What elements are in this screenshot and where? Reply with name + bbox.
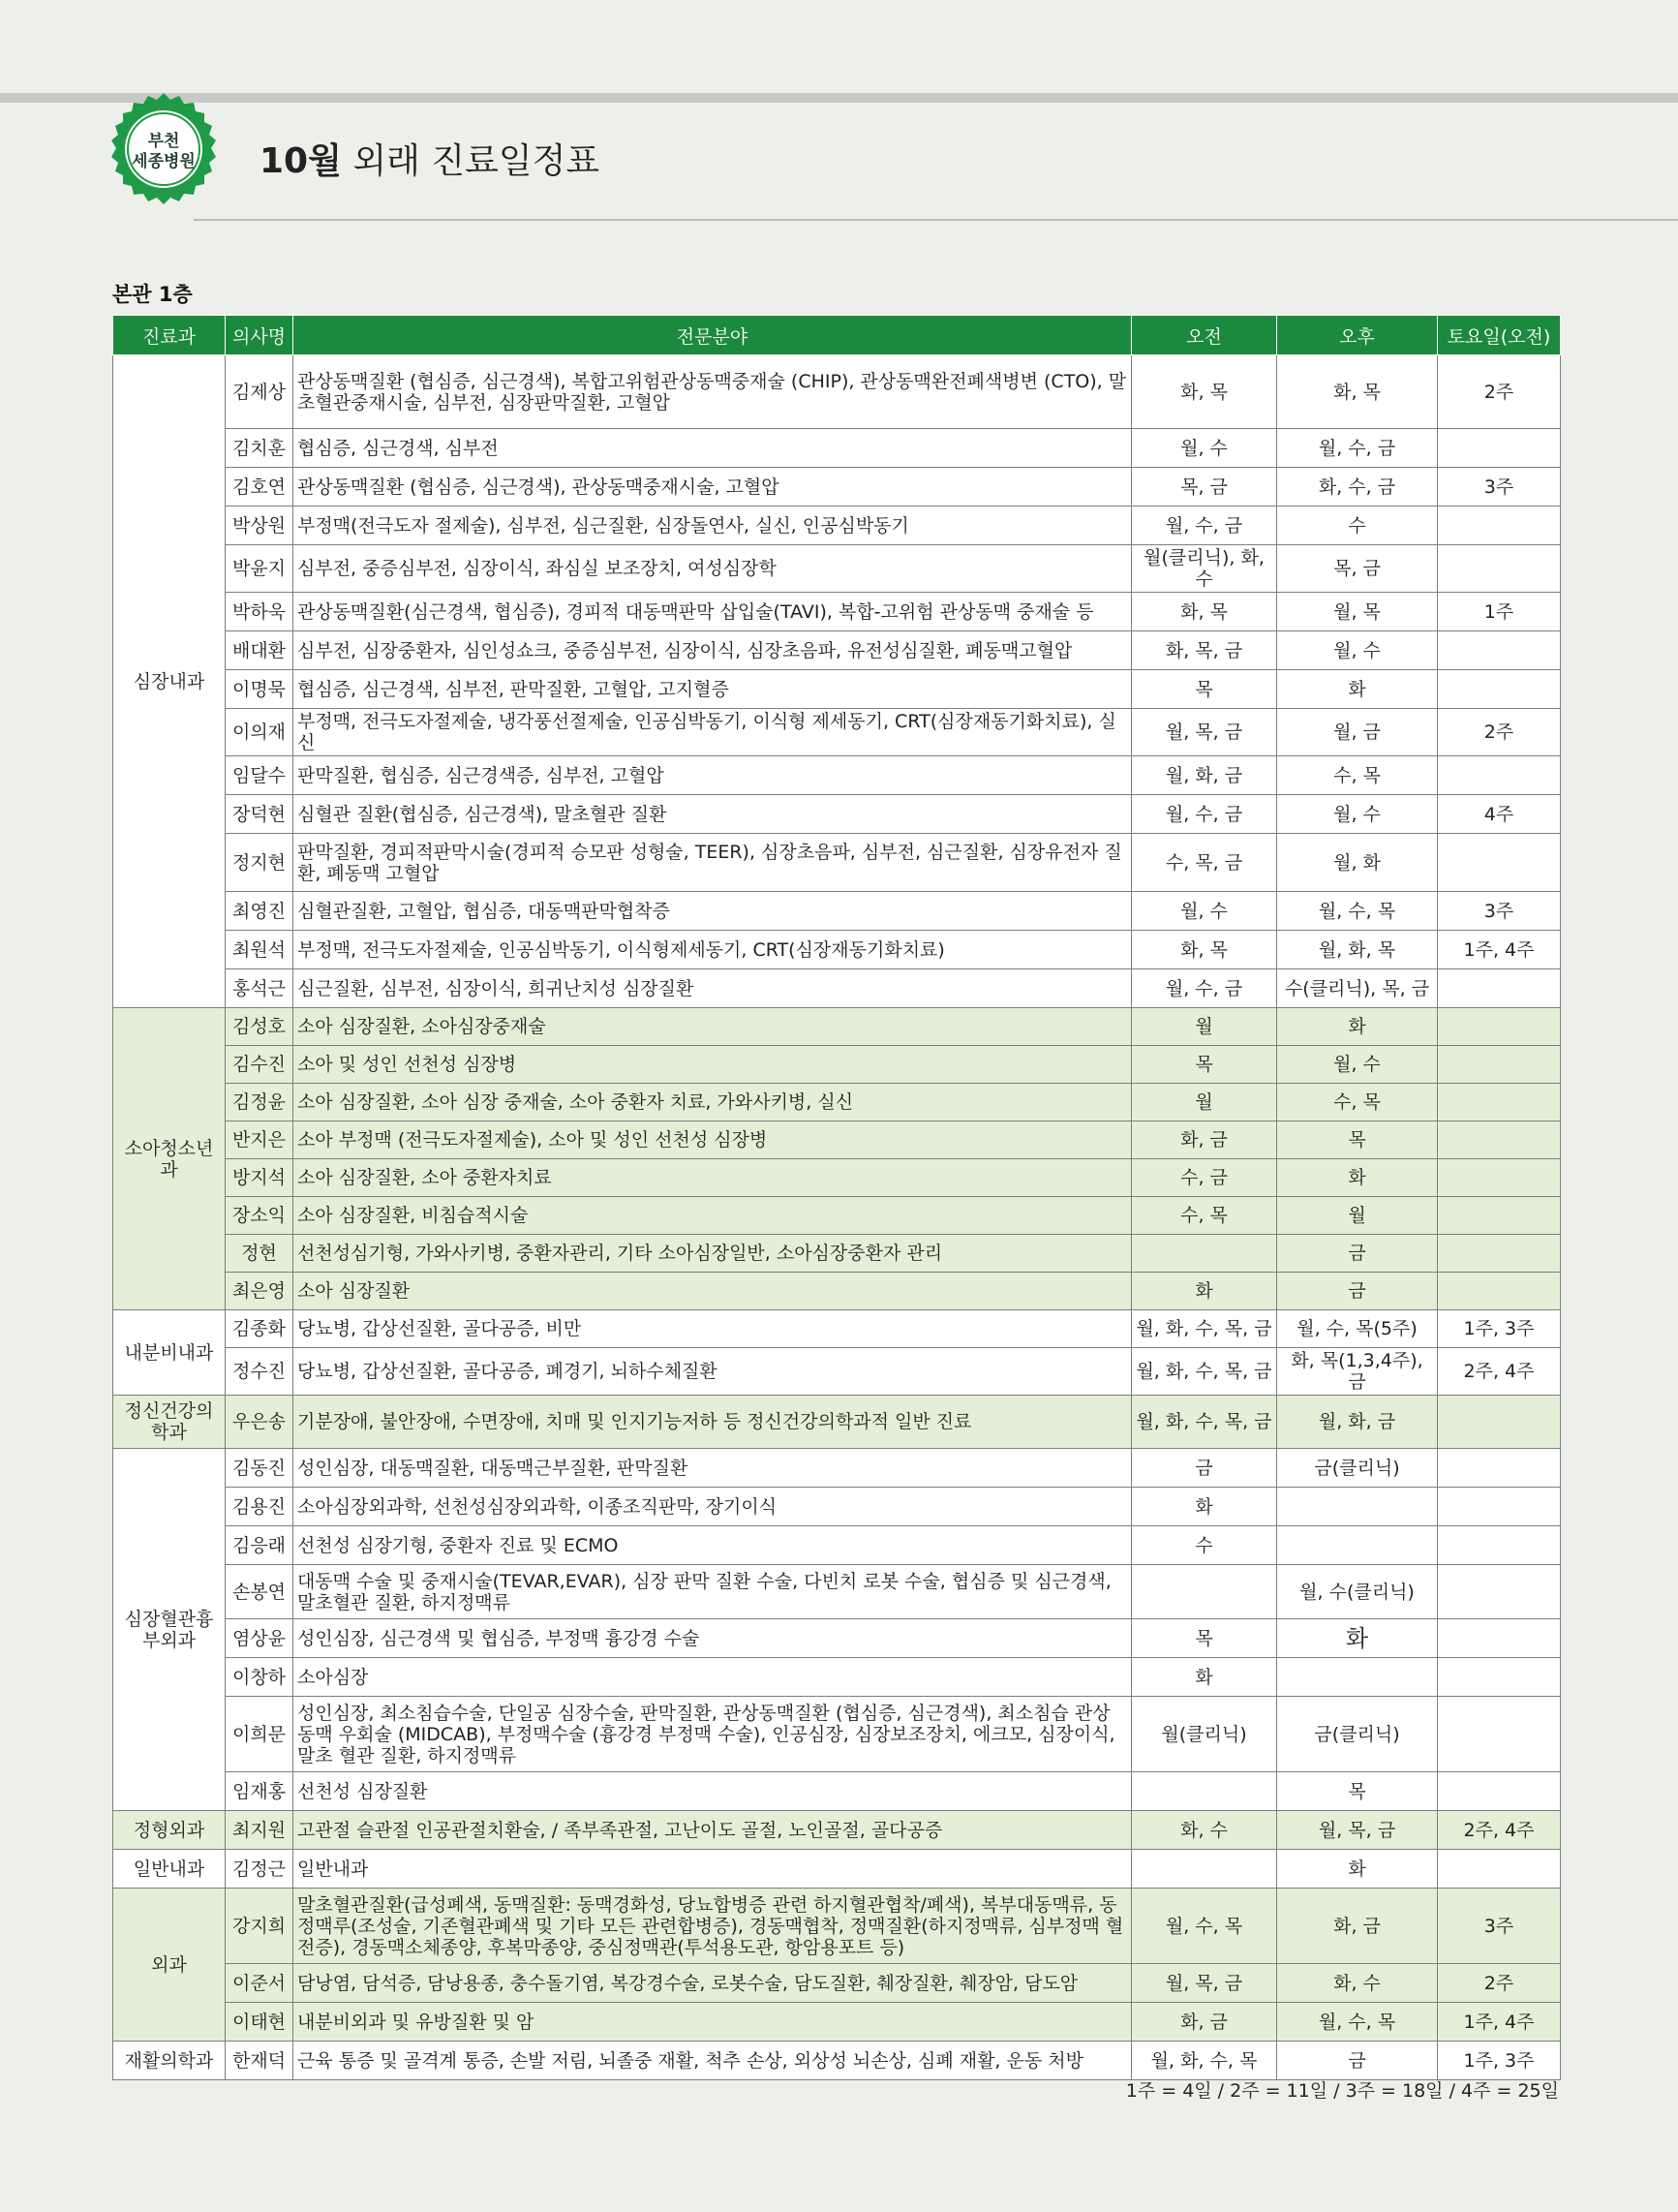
- saturday-schedule: 1주, 3주: [1438, 2042, 1561, 2080]
- specialty-cell: 심근질환, 심부전, 심장이식, 희귀난치성 심장질환: [293, 969, 1132, 1008]
- saturday-schedule: [1438, 1526, 1561, 1565]
- pm-schedule: 월, 화, 금: [1277, 1396, 1438, 1449]
- doctor-name: 홍석근: [226, 969, 293, 1008]
- doctor-name: 장소익: [226, 1197, 293, 1235]
- table-row: [113, 1396, 1561, 1449]
- pm-schedule: 화: [1277, 670, 1438, 709]
- saturday-schedule: [1438, 507, 1561, 545]
- saturday-schedule: 3주: [1438, 892, 1561, 931]
- specialty-cell: 선천성심기형, 가와사키병, 중환자관리, 기타 소아심장일반, 소아심장중환자 관리: [293, 1235, 1132, 1273]
- specialty-cell: 대동맥 수술 및 중재시술(TEVAR,EVAR), 심장 판막 질환 수술, 다빈치 로봇 수술, 협심증 및 심근경색, 말초혈관 질환, 하지정맥류: [293, 1565, 1132, 1619]
- doctor-name: 이희문: [226, 1697, 293, 1772]
- pm-schedule: [1277, 1658, 1438, 1697]
- title-month: 10월: [259, 141, 342, 181]
- specialty-cell: 소아 및 성인 선천성 심장병: [293, 1046, 1132, 1084]
- specialty-cell: 소아 심장질환, 소아 중환자치료: [293, 1159, 1132, 1197]
- table-row: [113, 1964, 1561, 2003]
- specialty-cell: 부정맥(전극도자 절제술), 심부전, 심근질환, 심장돌연사, 실신, 인공심박동기: [293, 507, 1132, 545]
- saturday-schedule: [1438, 670, 1561, 709]
- saturday-schedule: 2주, 4주: [1438, 1811, 1561, 1850]
- doctor-name: 정수진: [226, 1348, 293, 1396]
- seal-line-2: 세종병원: [132, 152, 196, 171]
- department-cell: 일반내과: [113, 1850, 226, 1889]
- pm-schedule: 화, 수, 금: [1277, 468, 1438, 507]
- am-schedule: [1132, 1565, 1277, 1619]
- am-schedule: 목: [1132, 670, 1277, 709]
- am-schedule: [1132, 1772, 1277, 1811]
- am-schedule: 화, 목, 금: [1132, 631, 1277, 670]
- table-row: [113, 468, 1561, 507]
- header-doctor: 의사명: [226, 316, 293, 355]
- specialty-cell: 성인심장, 심근경색 및 협심증, 부정맥 흉강경 수술: [293, 1619, 1132, 1658]
- department-cell: 재활의학과: [113, 2042, 226, 2080]
- specialty-cell: 관상동맥질환 (협심증, 심근경색), 관상동맥중재시술, 고혈압: [293, 468, 1132, 507]
- pm-schedule: 월, 수: [1277, 1046, 1438, 1084]
- seal-label: [107, 132, 221, 172]
- saturday-schedule: [1438, 1658, 1561, 1697]
- am-schedule: 수: [1132, 1526, 1277, 1565]
- saturday-schedule: [1438, 1488, 1561, 1526]
- saturday-schedule: 2주: [1438, 1964, 1561, 2003]
- am-schedule: 월, 목, 금: [1132, 1964, 1277, 2003]
- table-row: [113, 931, 1561, 969]
- saturday-schedule: [1438, 1565, 1561, 1619]
- doctor-name: 강지희: [226, 1889, 293, 1964]
- specialty-cell: 관상동맥질환 (협심증, 심근경색), 복합고위험관상동맥중재술 (CHIP), 관상동맥완전폐색병변 (CTO), 말초혈관중재시술, 심부전, 심장판막질환, 고혈압: [293, 355, 1132, 429]
- saturday-schedule: [1438, 1008, 1561, 1046]
- specialty-cell: 말초혈관질환(급성폐색, 동맥질환: 동맥경화성, 당뇨합병증 관련 하지혈관협착/폐색), 복부대동맥류, 동정맥루(조성술, 기존혈관폐색 및 기타 모든 관련합병증), 경동맥협착, 정맥질환(하지정맥류, 심부정맥 혈전증), 경동맥소체종양, 후복막종양, 중심정맥관(투석용도관, 항암용포트 등): [293, 1889, 1132, 1964]
- table-row: [113, 355, 1561, 429]
- saturday-schedule: [1438, 1396, 1561, 1449]
- table-row: [113, 631, 1561, 670]
- specialty-cell: 담낭염, 담석증, 담낭용종, 충수돌기염, 복강경수술, 로봇수술, 담도질환, 췌장질환, 췌장암, 담도암: [293, 1964, 1132, 2003]
- header-specialty: 전문분야: [293, 316, 1132, 355]
- am-schedule: 월, 화, 수, 목: [1132, 2042, 1277, 2080]
- am-schedule: 금: [1132, 1449, 1277, 1488]
- doctor-name: 이명묵: [226, 670, 293, 709]
- doctor-name: 김제상: [226, 355, 293, 429]
- pm-schedule: 월, 금: [1277, 709, 1438, 756]
- saturday-schedule: [1438, 1084, 1561, 1121]
- table-row: [113, 969, 1561, 1008]
- am-schedule: 화, 목: [1132, 593, 1277, 631]
- pm-schedule: 월, 목, 금: [1277, 1811, 1438, 1850]
- doctor-name: 손봉연: [226, 1565, 293, 1619]
- am-schedule: 화: [1132, 1488, 1277, 1526]
- specialty-cell: 성인심장, 최소침습수술, 단일공 심장수술, 판막질환, 관상동맥질환 (협심증, 심근경색), 최소침습 관상동맥 우회술 (MIDCAB), 부정맥수술 (흉강경 부정맥 수술), 인공심장, 심장보조장치, 에크모, 심장이식, 말초 혈관 질환, 하지정맥류: [293, 1697, 1132, 1772]
- specialty-cell: 기분장애, 불안장애, 수면장애, 치매 및 인지기능저하 등 정신건강의학과적 일반 진료: [293, 1396, 1132, 1449]
- doctor-name: 염상윤: [226, 1619, 293, 1658]
- am-schedule: 월, 수, 금: [1132, 795, 1277, 834]
- pm-schedule: 월, 수, 목: [1277, 2003, 1438, 2042]
- saturday-schedule: [1438, 1273, 1561, 1310]
- specialty-cell: 소아 심장질환, 비침습적시술: [293, 1197, 1132, 1235]
- am-schedule: 월, 화, 수, 목, 금: [1132, 1348, 1277, 1396]
- saturday-schedule: 1주, 4주: [1438, 2003, 1561, 2042]
- saturday-schedule: [1438, 834, 1561, 892]
- doctor-name: 배대환: [226, 631, 293, 670]
- saturday-schedule: [1438, 1197, 1561, 1235]
- specialty-cell: 협심증, 심근경색, 심부전, 판막질환, 고혈압, 고지혈증: [293, 670, 1132, 709]
- seal-line-1: 부천: [147, 132, 180, 151]
- saturday-schedule: 3주: [1438, 468, 1561, 507]
- am-schedule: 월(클리닉), 화, 수: [1132, 545, 1277, 593]
- table-row: [113, 1772, 1561, 1811]
- am-schedule: 목: [1132, 1619, 1277, 1658]
- table-row: [113, 1197, 1561, 1235]
- specialty-cell: 선천성 심장기형, 중환자 진료 및 ECMO: [293, 1526, 1132, 1565]
- am-schedule: [1132, 1235, 1277, 1273]
- saturday-schedule: [1438, 1449, 1561, 1488]
- doctor-name: 이준서: [226, 1964, 293, 2003]
- doctor-name: 김호연: [226, 468, 293, 507]
- doctor-name: 김응래: [226, 1526, 293, 1565]
- am-schedule: 월, 수: [1132, 429, 1277, 468]
- pm-schedule: 화, 목: [1277, 355, 1438, 429]
- am-schedule: 화: [1132, 1658, 1277, 1697]
- saturday-schedule: 3주: [1438, 1889, 1561, 1964]
- doctor-name: 최원석: [226, 931, 293, 969]
- specialty-cell: 소아 심장질환, 소아 심장 중재술, 소아 중환자 치료, 가와사키병, 실신: [293, 1084, 1132, 1121]
- table-row: [113, 795, 1561, 834]
- doctor-name: 김동진: [226, 1449, 293, 1488]
- specialty-cell: 심혈관 질환(협심증, 심근경색), 말초혈관 질환: [293, 795, 1132, 834]
- saturday-schedule: 2주: [1438, 709, 1561, 756]
- table-row: [113, 1235, 1561, 1273]
- pm-schedule: 금: [1277, 1235, 1438, 1273]
- pm-schedule: 목: [1277, 1121, 1438, 1159]
- department-cell: 내분비내과: [113, 1310, 226, 1396]
- pm-schedule: 금: [1277, 1273, 1438, 1310]
- specialty-cell: 근육 통증 및 골격계 통증, 손발 저림, 뇌졸중 재활, 척추 손상, 외상성 뇌손상, 심폐 재활, 운동 처방: [293, 2042, 1132, 2080]
- saturday-schedule: [1438, 1850, 1561, 1889]
- am-schedule: 월: [1132, 1008, 1277, 1046]
- doctor-name: 방지석: [226, 1159, 293, 1197]
- table-row: [113, 1084, 1561, 1121]
- specialty-cell: 고관절 슬관절 인공관절치환술, / 족부족관절, 고난이도 골절, 노인골절, 골다공증: [293, 1811, 1132, 1850]
- schedule-table: [112, 315, 1561, 2080]
- table-row: [113, 545, 1561, 593]
- pm-schedule: 수: [1277, 507, 1438, 545]
- pm-schedule: 월: [1277, 1197, 1438, 1235]
- saturday-schedule: [1438, 545, 1561, 593]
- am-schedule: 월, 수, 금: [1132, 969, 1277, 1008]
- table-row: [113, 1658, 1561, 1697]
- pm-schedule: 월, 수, 목: [1277, 892, 1438, 931]
- doctor-name: 이창하: [226, 1658, 293, 1697]
- saturday-schedule: 1주, 3주: [1438, 1310, 1561, 1348]
- am-schedule: 월, 목, 금: [1132, 709, 1277, 756]
- table-row: [113, 1348, 1561, 1396]
- doctor-name: 김성호: [226, 1008, 293, 1046]
- am-schedule: 화, 수: [1132, 1811, 1277, 1850]
- am-schedule: 월: [1132, 1084, 1277, 1121]
- pm-schedule: 화: [1277, 1008, 1438, 1046]
- am-schedule: 월, 수: [1132, 892, 1277, 931]
- department-cell: 정형외과: [113, 1811, 226, 1850]
- specialty-cell: 소아심장: [293, 1658, 1132, 1697]
- specialty-cell: 내분비외과 및 유방질환 및 암: [293, 2003, 1132, 2042]
- doctor-name: 이태현: [226, 2003, 293, 2042]
- table-row: [113, 1310, 1561, 1348]
- table-body: [113, 355, 1561, 2080]
- pm-schedule: 화: [1277, 1619, 1438, 1658]
- header-bar: [0, 93, 1678, 103]
- table-row: [113, 1697, 1561, 1772]
- specialty-cell: 소아 부정맥 (전극도자절제술), 소아 및 성인 선천성 심장병: [293, 1121, 1132, 1159]
- table-row: [113, 709, 1561, 756]
- specialty-cell: 판막질환, 협심증, 심근경색증, 심부전, 고혈압: [293, 756, 1132, 795]
- saturday-schedule: [1438, 1697, 1561, 1772]
- table-row: [113, 1046, 1561, 1084]
- header-am: 오전: [1132, 316, 1277, 355]
- doctor-name: 반지은: [226, 1121, 293, 1159]
- pm-schedule: 월, 화, 목: [1277, 931, 1438, 969]
- specialty-cell: 당뇨병, 갑상선질환, 골다공증, 폐경기, 뇌하수체질환: [293, 1348, 1132, 1396]
- specialty-cell: 부정맥, 전극도자절제술, 인공심박동기, 이식형제세동기, CRT(심장재동기화치료): [293, 931, 1132, 969]
- doctor-name: 이의재: [226, 709, 293, 756]
- am-schedule: 월(클리닉): [1132, 1697, 1277, 1772]
- specialty-cell: 협심증, 심근경색, 심부전: [293, 429, 1132, 468]
- table-row: [113, 1008, 1561, 1046]
- doctor-name: 최은영: [226, 1273, 293, 1310]
- table-row: [113, 1121, 1561, 1159]
- am-schedule: 화, 목: [1132, 355, 1277, 429]
- am-schedule: 수, 금: [1132, 1159, 1277, 1197]
- doctor-name: 김치훈: [226, 429, 293, 468]
- doctor-name: 장덕현: [226, 795, 293, 834]
- pm-schedule: 금: [1277, 2042, 1438, 2080]
- doctor-name: 김종화: [226, 1310, 293, 1348]
- am-schedule: 월, 화, 수, 목, 금: [1132, 1310, 1277, 1348]
- saturday-schedule: [1438, 429, 1561, 468]
- table-row: [113, 834, 1561, 892]
- doctor-name: 최영진: [226, 892, 293, 931]
- pm-schedule: 화: [1277, 1159, 1438, 1197]
- specialty-cell: 소아심장외과학, 선천성심장외과학, 이종조직판막, 장기이식: [293, 1488, 1132, 1526]
- specialty-cell: 소아 심장질환: [293, 1273, 1132, 1310]
- saturday-schedule: 4주: [1438, 795, 1561, 834]
- pm-schedule: 월, 수, 목(5주): [1277, 1310, 1438, 1348]
- specialty-cell: 심혈관질환, 고혈압, 협심증, 대동맥판막협착증: [293, 892, 1132, 931]
- doctor-name: 김용진: [226, 1488, 293, 1526]
- pm-schedule: 월, 화: [1277, 834, 1438, 892]
- doctor-name: 김정윤: [226, 1084, 293, 1121]
- am-schedule: 수, 목: [1132, 1197, 1277, 1235]
- header-dept: 진료과: [113, 316, 226, 355]
- doctor-name: 최지원: [226, 1811, 293, 1850]
- pm-schedule: 수(클리닉), 목, 금: [1277, 969, 1438, 1008]
- saturday-schedule: [1438, 1235, 1561, 1273]
- week-footnote: 1주 = 4일 / 2주 = 11일 / 3주 = 18일 / 4주 = 25일: [1125, 2080, 1559, 2102]
- table-row: [113, 1619, 1561, 1658]
- saturday-schedule: [1438, 631, 1561, 670]
- specialty-cell: 심부전, 중증심부전, 심장이식, 좌심실 보조장치, 여성심장학: [293, 545, 1132, 593]
- table-row: [113, 1850, 1561, 1889]
- title-text: 외래 진료일정표: [341, 141, 600, 181]
- specialty-cell: 부정맥, 전극도자절제술, 냉각풍선절제술, 인공심박동기, 이식형 제세동기, CRT(심장재동기화치료), 실신: [293, 709, 1132, 756]
- specialty-cell: 성인심장, 대동맥질환, 대동맥근부질환, 판막질환: [293, 1449, 1132, 1488]
- am-schedule: 수, 목, 금: [1132, 834, 1277, 892]
- am-schedule: 목, 금: [1132, 468, 1277, 507]
- pm-schedule: 금(클리닉): [1277, 1697, 1438, 1772]
- pm-schedule: 수, 목: [1277, 1084, 1438, 1121]
- doctor-name: 박윤지: [226, 545, 293, 593]
- department-cell: 정신건강의학과: [113, 1396, 226, 1449]
- doctor-name: 한재덕: [226, 2042, 293, 2080]
- table-row: [113, 1565, 1561, 1619]
- doctor-name: 김수진: [226, 1046, 293, 1084]
- department-cell: 심장혈관흉부외과: [113, 1449, 226, 1811]
- pm-schedule: 월, 수: [1277, 631, 1438, 670]
- am-schedule: 목: [1132, 1046, 1277, 1084]
- doctor-name: 정지현: [226, 834, 293, 892]
- saturday-schedule: [1438, 1159, 1561, 1197]
- am-schedule: 화, 금: [1132, 2003, 1277, 2042]
- specialty-cell: 선천성 심장질환: [293, 1772, 1132, 1811]
- pm-schedule: 수, 목: [1277, 756, 1438, 795]
- table-row: [113, 507, 1561, 545]
- pm-schedule: 화, 수: [1277, 1964, 1438, 2003]
- specialty-cell: 일반내과: [293, 1850, 1132, 1889]
- specialty-cell: 소아 심장질환, 소아심장중재술: [293, 1008, 1132, 1046]
- table-row: [113, 593, 1561, 631]
- doctor-name: 김정근: [226, 1850, 293, 1889]
- pm-schedule: 목, 금: [1277, 545, 1438, 593]
- saturday-schedule: 1주, 4주: [1438, 931, 1561, 969]
- doctor-name: 임재홍: [226, 1772, 293, 1811]
- pm-schedule: 화: [1277, 1850, 1438, 1889]
- table-row: [113, 1889, 1561, 1964]
- am-schedule: 화, 목: [1132, 931, 1277, 969]
- am-schedule: 월, 수, 금: [1132, 507, 1277, 545]
- table-row: [113, 1273, 1561, 1310]
- doctor-name: 우은송: [226, 1396, 293, 1449]
- am-schedule: [1132, 1850, 1277, 1889]
- am-schedule: 화, 금: [1132, 1121, 1277, 1159]
- table-row: [113, 756, 1561, 795]
- saturday-schedule: [1438, 969, 1561, 1008]
- table-row: [113, 892, 1561, 931]
- table-header-row: [113, 316, 1561, 355]
- pm-schedule: [1277, 1526, 1438, 1565]
- saturday-schedule: [1438, 1619, 1561, 1658]
- am-schedule: 월, 수, 목: [1132, 1889, 1277, 1964]
- saturday-schedule: [1438, 1772, 1561, 1811]
- header-pm: 오후: [1277, 316, 1438, 355]
- table-row: [113, 429, 1561, 468]
- table-row: [113, 1811, 1561, 1850]
- pm-schedule: 화, 목(1,3,4주), 금: [1277, 1348, 1438, 1396]
- specialty-cell: 심부전, 심장중환자, 심인성쇼크, 중증심부전, 심장이식, 심장초음파, 유전성심질환, 폐동맥고혈압: [293, 631, 1132, 670]
- table-row: [113, 2042, 1561, 2080]
- department-cell: 심장내과: [113, 355, 226, 1008]
- pm-schedule: 월, 수(클리닉): [1277, 1565, 1438, 1619]
- specialty-cell: 당뇨병, 갑상선질환, 골다공증, 비만: [293, 1310, 1132, 1348]
- specialty-cell: 관상동맥질환(심근경색, 협심증), 경피적 대동맥판막 삽입술(TAVI), 복합-고위험 관상동맥 중재술 등: [293, 593, 1132, 631]
- pm-schedule: 화, 금: [1277, 1889, 1438, 1964]
- pm-schedule: 월, 목: [1277, 593, 1438, 631]
- table-row: [113, 2003, 1561, 2042]
- pm-schedule: 목: [1277, 1772, 1438, 1811]
- saturday-schedule: 2주: [1438, 355, 1561, 429]
- saturday-schedule: [1438, 1046, 1561, 1084]
- department-cell: 소아청소년과: [113, 1008, 226, 1310]
- table-row: [113, 1488, 1561, 1526]
- pm-schedule: [1277, 1488, 1438, 1526]
- doctor-name: 정현: [226, 1235, 293, 1273]
- saturday-schedule: [1438, 756, 1561, 795]
- doctor-name: 박하욱: [226, 593, 293, 631]
- specialty-cell: 판막질환, 경피적판막시술(경피적 승모판 성형술, TEER), 심장초음파, 심부전, 심근질환, 심장유전자 질환, 폐동맥 고혈압: [293, 834, 1132, 892]
- pm-schedule: 월, 수: [1277, 795, 1438, 834]
- table-row: [113, 1159, 1561, 1197]
- pm-schedule: 금(클리닉): [1277, 1449, 1438, 1488]
- saturday-schedule: 1주: [1438, 593, 1561, 631]
- table-row: [113, 1449, 1561, 1488]
- section-title: 본관 1층: [112, 283, 193, 306]
- saturday-schedule: [1438, 1121, 1561, 1159]
- header-saturday: 토요일(오전): [1438, 316, 1561, 355]
- doctor-name: 임달수: [226, 756, 293, 795]
- pm-schedule: 월, 수, 금: [1277, 429, 1438, 468]
- table-row: [113, 1526, 1561, 1565]
- header-divider: [194, 219, 1678, 221]
- am-schedule: 화: [1132, 1273, 1277, 1310]
- am-schedule: 월, 화, 금: [1132, 756, 1277, 795]
- page-title: [259, 134, 599, 183]
- department-cell: 외과: [113, 1889, 226, 2042]
- table-row: [113, 670, 1561, 709]
- am-schedule: 월, 화, 수, 목, 금: [1132, 1396, 1277, 1449]
- saturday-schedule: 2주, 4주: [1438, 1348, 1561, 1396]
- doctor-name: 박상원: [226, 507, 293, 545]
